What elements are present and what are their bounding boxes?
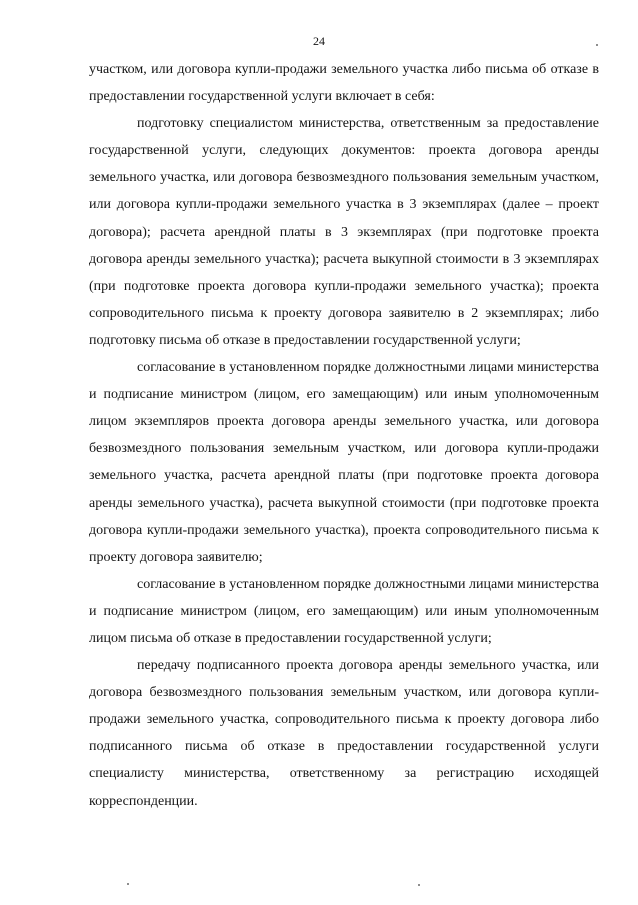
scan-speck <box>596 44 598 46</box>
paragraph-preparation: подготовку специалистом министерства, ответственным за предоставление государственной услуги, следующих документов: проекта договора аренды земельного участка, или договора безвозмездного пользования земельным участком, или договора купли-продажи земельного участка в 3 экземплярах (далее – проект договора); расчета арендной платы в 3 экземплярах (при подготовке проекта договора аренды земельного участка); расчета выкупной стоимости в 3 экземплярах (при подготовке проекта договора купли-продажи земельного участка); проекта сопроводительного письма к проекту договора заявителю в 2 экземплярах; либо подготовку письма об отказе в предоставлении государственной услуги; <box>89 116 599 348</box>
page-number: 24 <box>313 34 325 48</box>
paragraph-approval-contract: согласование в установленном порядке должностными лицами министерства и подписание министром (лицом, его замещающим) или иным уполномоченным лицом экземпляров проекта договора аренды земельного участка, или договора безвозмездного пользования земельным участком, или договора купли-продажи земельного участка, расчета арендной платы (при подготовке проекта договора аренды земельного участка), расчета выкупной стоимости (при подготовке проекта договора купли-продажи земельного участка), проекта сопроводительного письма к проекту договора заявителю; <box>89 360 599 565</box>
document-body <box>89 56 599 815</box>
scan-speck <box>127 883 129 885</box>
scan-speck <box>418 884 420 886</box>
paragraph-approval-refusal: согласование в установленном порядке должностными лицами министерства и подписание министром (лицом, его замещающим) или иным уполномоченным лицом письма об отказе в предоставлении государственной услуги; <box>89 576 599 646</box>
paragraph-continuation: участком, или договора купли-продажи земельного участка либо письма об отказе в предоставлении государственной услуги включает в себя: <box>89 62 599 105</box>
paragraph-transfer: передачу подписанного проекта договора аренды земельного участка, или договора безвозмездного пользования земельным участком, или договора купли-продажи земельного участка, сопроводительного письма к проекту договора либо подписанного письма об отказе в предоставлении государственной услуги специалисту министерства, ответственному за регистрацию исходящей корреспонденции. <box>89 658 599 809</box>
